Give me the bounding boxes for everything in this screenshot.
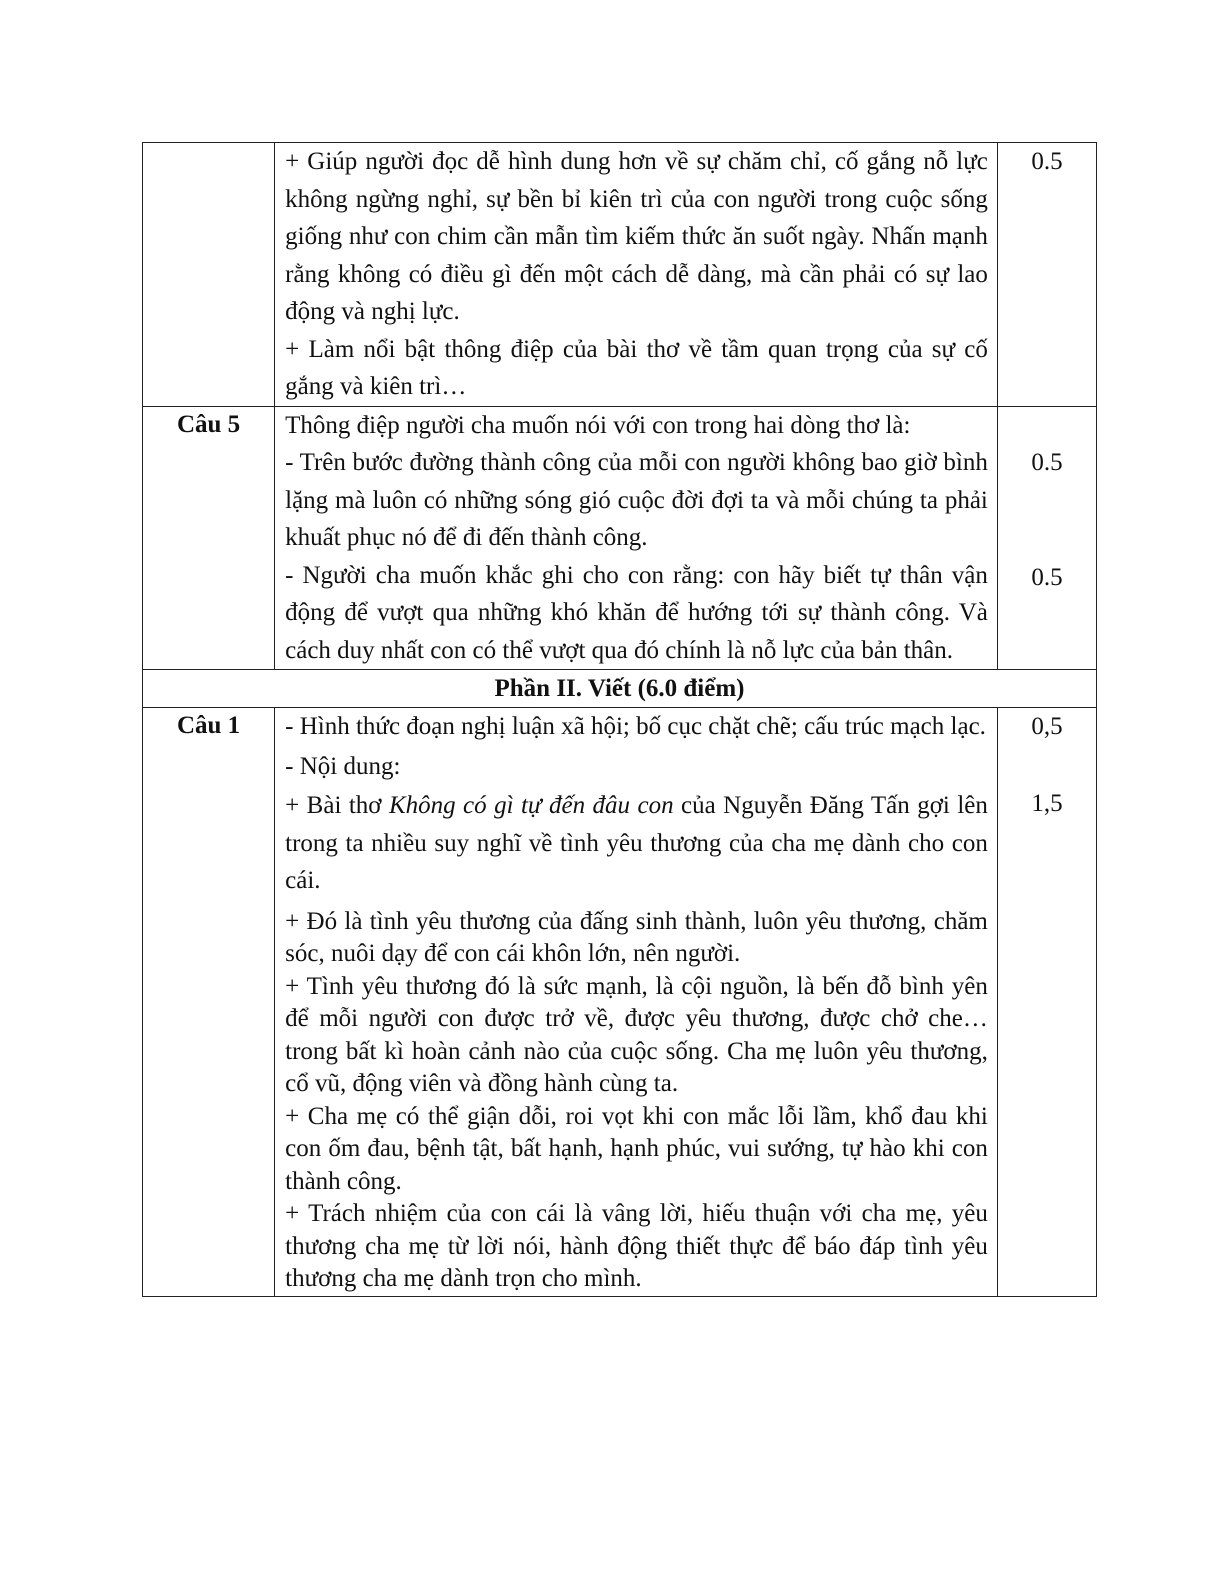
answer-line: Thông điệp người cha muốn nói với con trong hai dòng thơ là:: [285, 411, 911, 439]
table-row-question-1: [143, 708, 1097, 1297]
answer-line: + Đó là tình yêu thương của đấng sinh thành, luôn yêu thương, chăm sóc, nuôi dạy để con cái khôn lớn, nên người.: [285, 907, 988, 967]
answer-line: + Tình yêu thương đó là sức mạnh, là cội nguồn, là bến đỗ bình yên để mỗi người con được trở về, được yêu thương, được chở che…trong bất kì hoàn cảnh nào của cuộc sống. Cha mẹ luôn yêu thương, cổ vũ, động viên và đồng hành cùng ta.: [285, 972, 988, 1097]
score-cell: [997, 406, 1096, 670]
answer-line: - Trên bước đường thành công của mỗi con người không bao giờ bình lặng mà luôn có những sóng gió cuộc đời đợi ta và mỗi chúng ta phải khuất phục nó để đi đến thành công.: [285, 449, 988, 551]
poem-rest-text: của Nguyễn Đăng Tấn gợi lên trong ta nhiều suy nghĩ về tình yêu thương của cha mẹ dành cho con cái.: [285, 792, 988, 894]
section-title: Phần II. Viết (6.0 điểm): [143, 670, 1097, 708]
question-label: Câu 5: [143, 406, 275, 670]
answer-line: + Làm nổi bật thông điệp của bài thơ về tầm quan trọng của sự cố gắng và kiên trì…: [285, 335, 988, 400]
answer-content-cell: [275, 708, 998, 1297]
answer-line: + Giúp người đọc dễ hình dung hơn về sự chăm chỉ, cố gắng nỗ lực không ngừng nghỉ, sự bền bỉ kiên trì của con người trong cuộc sống giống như con chim cần mẫn tìm kiếm thức ăn suốt ngày. Nhấn mạnh rằng không có điều gì đến một cách dễ dàng, mà cần phải có sự lao động và nghị lực.: [285, 148, 988, 325]
answer-line: - Người cha muốn khắc ghi cho con rằng: con hãy biết tự thân vận động để vượt qua những khó khăn để hướng tới sự thành công. Và cách duy nhất con có thể vượt qua đó chính là nỗ lực của bản thân.: [285, 561, 988, 664]
poem-intro-text: + Bài thơ: [285, 792, 389, 819]
answer-line: - Nội dung:: [285, 752, 401, 780]
answer-key-table: [142, 142, 1097, 1297]
question-cell-empty: [143, 143, 275, 407]
answer-line: + Cha mẹ có thể giận dỗi, roi vọt khi con mắc lỗi lầm, khổ đau khi con ốm đau, bệnh tật, bất hạnh, hạnh phúc, vui sướng, tự hào khi con thành công.: [285, 1102, 988, 1195]
table-row-section-header: [143, 670, 1097, 708]
table-row-question-5: [143, 406, 1097, 670]
score-value: 0.5: [1031, 148, 1063, 175]
answer-line-poem: [285, 787, 988, 900]
score-value: 0,5: [1031, 713, 1063, 740]
score-value: 1,5: [1031, 790, 1063, 817]
table-row-continuation: [143, 143, 1097, 407]
score-value: 0.5: [1031, 563, 1063, 591]
score-cell: [997, 708, 1096, 1297]
answer-content-cell: [275, 406, 998, 670]
poem-title: Không có gì tự đến đâu con: [388, 792, 674, 819]
score-cell: [997, 143, 1096, 407]
answer-line: - Hình thức đoạn nghị luận xã hội; bố cục chặt chẽ; cấu trúc mạch lạc.: [285, 713, 986, 740]
question-label: Câu 1: [143, 708, 275, 1297]
answer-line: + Trách nhiệm của con cái là vâng lời, hiếu thuận với cha mẹ, yêu thương cha mẹ từ lời nói, hành động thiết thực để báo đáp tình yêu thương cha mẹ dành trọn cho mình.: [285, 1200, 988, 1292]
score-value: 0.5: [1031, 448, 1063, 476]
answer-content-cell: [275, 143, 998, 407]
